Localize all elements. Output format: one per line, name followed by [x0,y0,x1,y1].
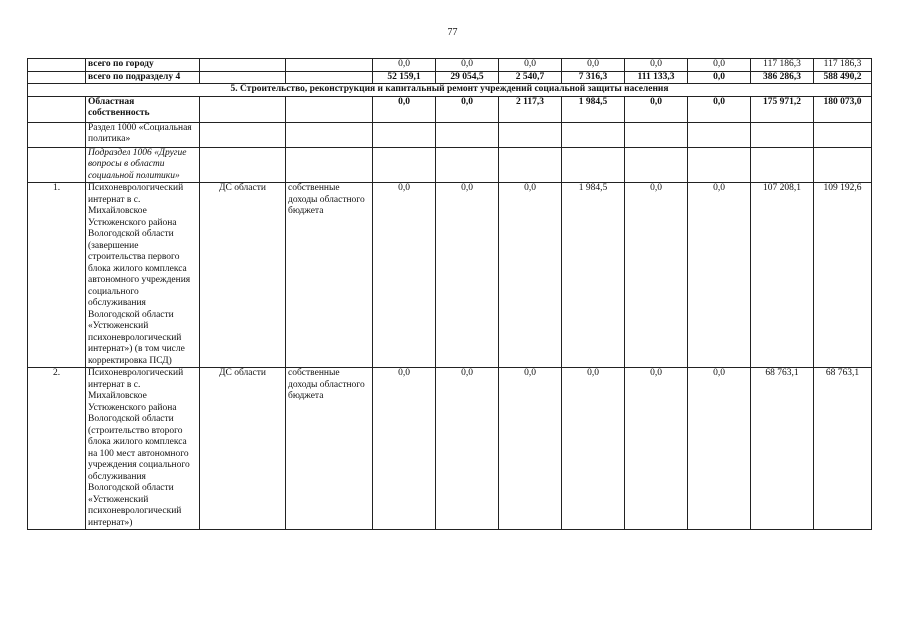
item-source: собственные доходы областного бюджета [286,183,373,368]
value-cell: 0,0 [688,59,751,72]
row-label: Областная собственность [86,96,200,122]
value-cell: 0,0 [373,368,436,530]
customer-cell [200,122,286,147]
value-cell [373,147,436,183]
value-cell [814,122,872,147]
source-cell [286,59,373,72]
value-cell: 2 117,3 [499,96,562,122]
item-customer: ДС области [200,183,286,368]
value-cell: 0,0 [436,96,499,122]
value-cell: 1 984,5 [562,96,625,122]
value-cell: 175 971,2 [751,96,814,122]
value-cell: 107 208,1 [751,183,814,368]
item-source: собственные доходы областного бюджета [286,368,373,530]
customer-cell [200,147,286,183]
table-row-subchapter [28,147,872,183]
value-cell: 1 984,5 [562,183,625,368]
item-customer: ДС области [200,368,286,530]
value-cell: 0,0 [373,96,436,122]
value-cell: 0,0 [562,59,625,72]
value-cell: 0,0 [499,183,562,368]
source-cell [286,122,373,147]
value-cell [562,122,625,147]
item-number: 1. [28,183,86,368]
value-cell: 588 490,2 [814,71,872,84]
item-name: Психоневрологический интернат в с. Михайловское Устюженского района Вологодской области (строительство второго блока жилого комплекса на 100 мест автономного учреждения социального обслуживания Вологодской области «Устюженский психоневрологический интернат») [86,368,200,530]
row-label: всего по подразделу 4 [86,71,200,84]
value-cell [625,122,688,147]
value-cell [751,147,814,183]
value-cell: 0,0 [688,71,751,84]
value-cell [436,122,499,147]
source-cell [286,147,373,183]
value-cell: 386 286,3 [751,71,814,84]
row-number-cell [28,122,86,147]
value-cell [436,147,499,183]
row-number-cell [28,71,86,84]
table-row-chapter [28,122,872,147]
value-cell [814,147,872,183]
value-cell [688,122,751,147]
value-cell: 117 186,3 [814,59,872,72]
value-cell: 52 159,1 [373,71,436,84]
source-cell [286,71,373,84]
value-cell [562,147,625,183]
value-cell: 111 133,3 [625,71,688,84]
table-row-subsection-total [28,71,872,84]
value-cell: 0,0 [625,183,688,368]
value-cell: 68 763,1 [814,368,872,530]
value-cell [373,122,436,147]
value-cell: 117 186,3 [751,59,814,72]
value-cell: 180 073,0 [814,96,872,122]
value-cell: 0,0 [436,368,499,530]
row-number-cell [28,96,86,122]
value-cell: 2 540,7 [499,71,562,84]
source-cell [286,96,373,122]
section-heading-row [28,84,872,97]
customer-cell [200,71,286,84]
page-number: 77 [447,27,458,38]
value-cell [751,122,814,147]
table-row-city-total [28,59,872,72]
row-label: всего по городу [86,59,200,72]
table-row-item [28,183,872,368]
value-cell [499,147,562,183]
value-cell: 68 763,1 [751,368,814,530]
value-cell: 29 054,5 [436,71,499,84]
value-cell: 0,0 [373,59,436,72]
customer-cell [200,96,286,122]
value-cell: 0,0 [688,368,751,530]
value-cell: 7 316,3 [562,71,625,84]
value-cell: 0,0 [373,183,436,368]
value-cell: 0,0 [436,59,499,72]
value-cell: 0,0 [625,368,688,530]
row-number-cell [28,147,86,183]
item-number: 2. [28,368,86,530]
table-row-item [28,368,872,530]
item-name: Психоневрологический интернат в с. Михайловское Устюженского района Вологодской области (завершение строительства первого блока жилого комплекса автономного учреждения социального обслуживания Вологодской области «Устюженский психоневрологический интернат») (в том числе корректировка ПСД) [86,183,200,368]
row-label: Раздел 1000 «Социальная политика» [86,122,200,147]
section-title: 5. Строительство, реконструкция и капитальный ремонт учреждений социальной защиты населения [28,84,872,97]
row-label: Подраздел 1006 «Другие вопросы в области социальной политики» [86,147,200,183]
value-cell: 109 192,6 [814,183,872,368]
value-cell [688,147,751,183]
value-cell: 0,0 [436,183,499,368]
value-cell [625,147,688,183]
value-cell: 0,0 [625,59,688,72]
value-cell: 0,0 [499,368,562,530]
value-cell [499,122,562,147]
customer-cell [200,59,286,72]
value-cell: 0,0 [688,96,751,122]
row-number-cell [28,59,86,72]
table-row-regional-property [28,96,872,122]
value-cell: 0,0 [625,96,688,122]
value-cell: 0,0 [688,183,751,368]
value-cell: 0,0 [562,368,625,530]
value-cell: 0,0 [499,59,562,72]
budget-table [27,58,872,530]
